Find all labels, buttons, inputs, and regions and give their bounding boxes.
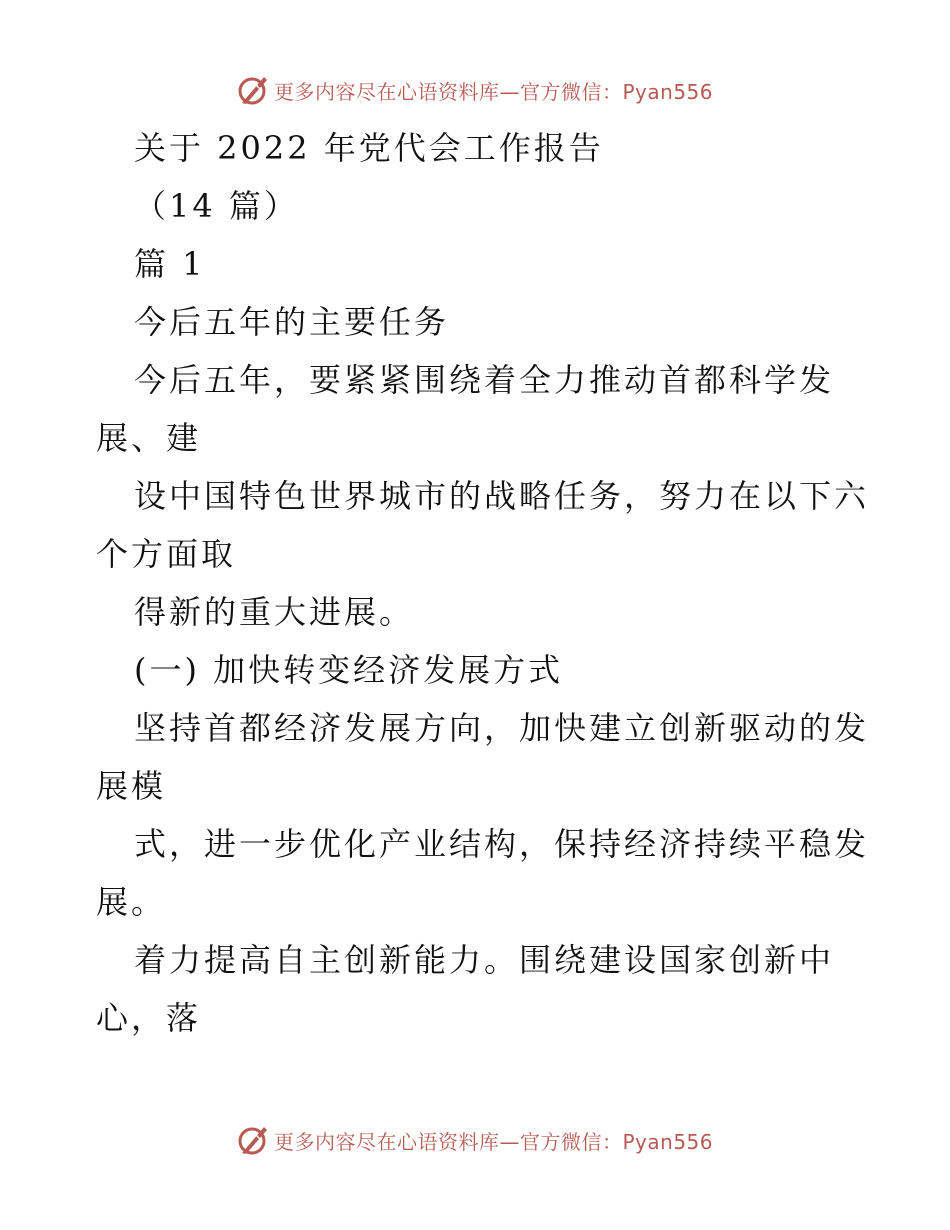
paragraph-line: 展模 (96, 767, 167, 805)
paragraph-line: 心，落 (96, 999, 202, 1037)
paragraph-line: 得新的重大进展。 (134, 593, 415, 631)
watermark-text: 更多内容尽在心语资料库—官方微信：Pyan556 (274, 79, 714, 104)
paragraph-line: 式，进一步优化产业结构，保持经济持续平稳发 (134, 825, 870, 863)
document-title: 关于 2022 年党代会工作报告 (134, 129, 604, 167)
watermark-footer (236, 1122, 713, 1158)
paragraph-line: 着力提高自主创新能力。围绕建设国家创新中 (134, 941, 835, 979)
paragraph-line: 展、建 (96, 419, 202, 457)
paragraph-line: 个方面取 (96, 535, 237, 573)
document-subtitle: （14 篇） (134, 187, 299, 225)
watermark-header (236, 72, 713, 108)
quill-pen-logo-icon (236, 1123, 270, 1157)
paragraph-line: 设中国特色世界城市的战略任务，努力在以下六 (134, 477, 870, 515)
watermark-text: 更多内容尽在心语资料库—官方微信：Pyan556 (274, 1129, 714, 1154)
paragraph-line: 今后五年，要紧紧围绕着全力推动首都科学发 (134, 361, 835, 399)
paragraph-line: 坚持首都经济发展方向，加快建立创新驱动的发 (134, 709, 870, 747)
section-heading: (一) 加快转变经济发展方式 (134, 651, 564, 689)
quill-pen-logo-icon (236, 73, 270, 107)
paragraph-line: 篇 1 (134, 245, 206, 283)
section-heading: 今后五年的主要任务 (134, 303, 450, 341)
paragraph-line: 展。 (96, 883, 167, 921)
